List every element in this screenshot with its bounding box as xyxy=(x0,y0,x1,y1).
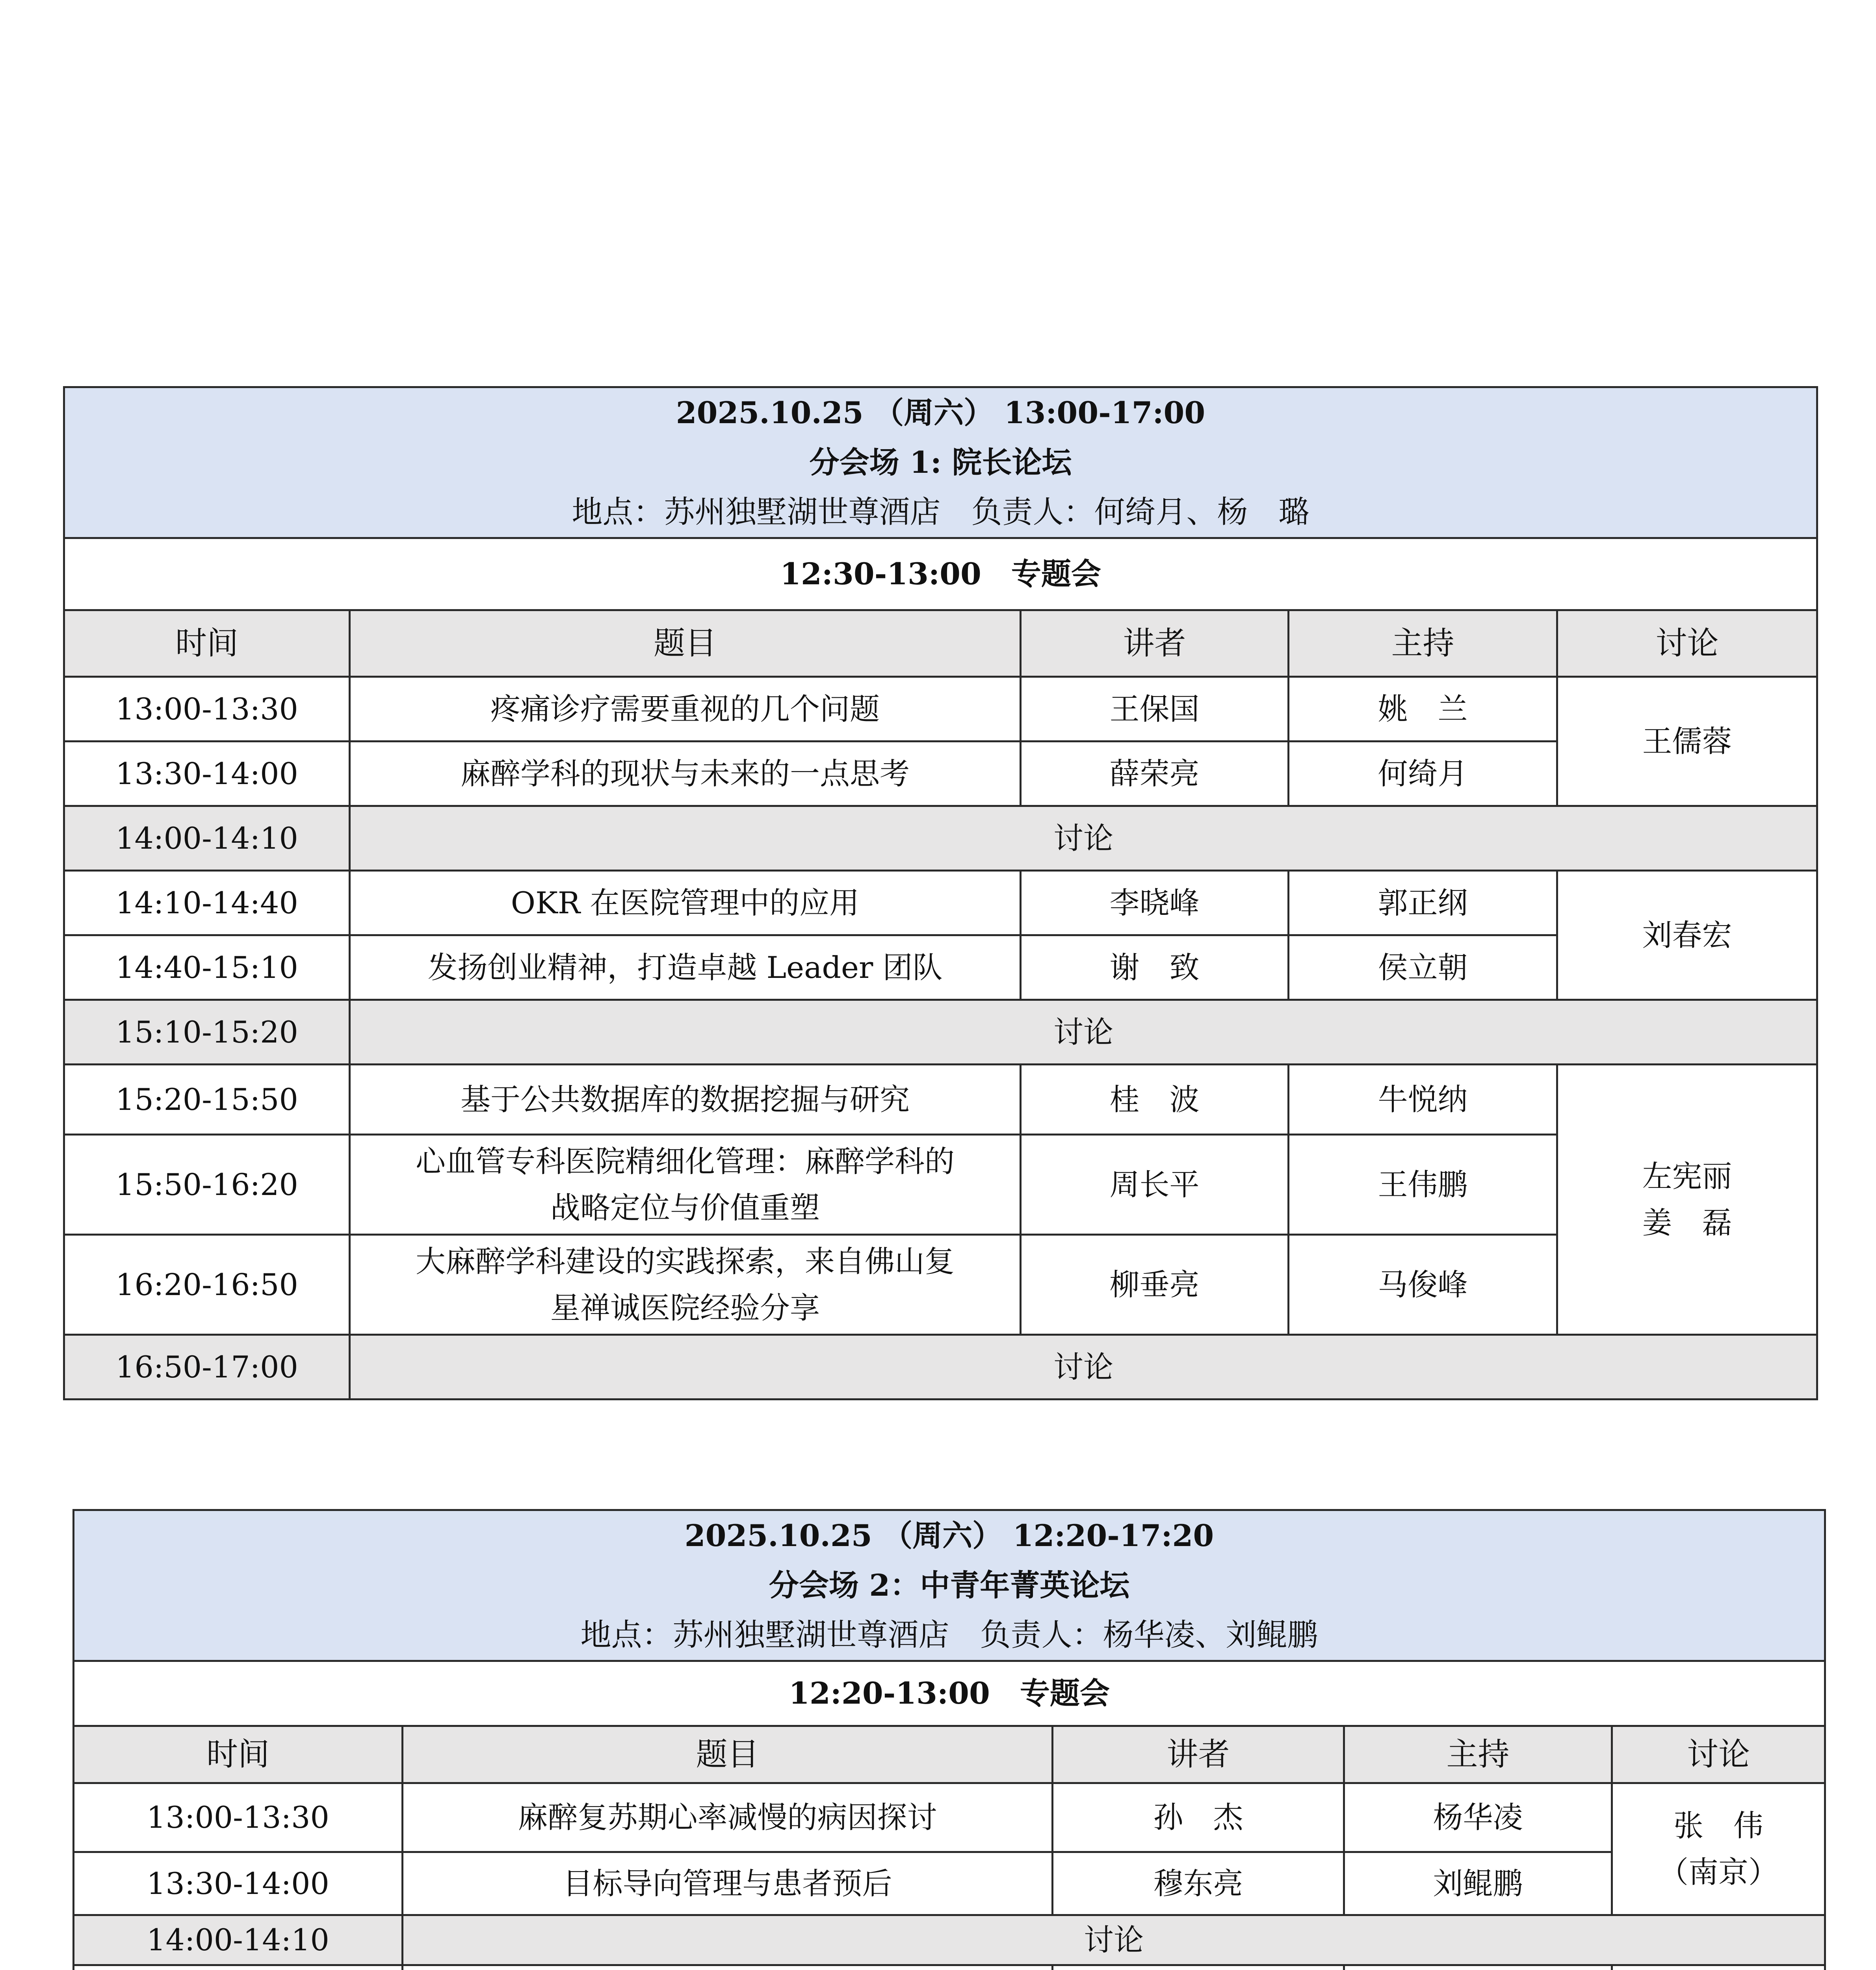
row-time: 15:50-16:20 xyxy=(64,1135,350,1235)
row-topic: 基于公共数据库的数据挖掘与研究 xyxy=(350,1065,1021,1135)
row-time: 15:20-15:50 xyxy=(64,1065,350,1135)
session2-subheading-row xyxy=(74,1661,1825,1726)
discussion-label: 讨论 xyxy=(350,806,1817,871)
row-host: 侯立朝 xyxy=(1289,935,1557,1000)
session2-header xyxy=(74,1510,1825,1661)
session1-table xyxy=(63,386,1818,1400)
row-topic xyxy=(350,1135,1021,1235)
session1-subheading: 12:30-13:00 专题会 xyxy=(64,538,1817,610)
row-time: 13:30-14:00 xyxy=(74,1852,403,1915)
row-discussant xyxy=(1557,677,1817,806)
table-row xyxy=(64,871,1817,935)
discussion-row xyxy=(64,1335,1817,1399)
session1-column-headers xyxy=(64,610,1817,677)
col-discussion-header: 讨论 xyxy=(1557,610,1817,677)
row-host: 王伟鹏 xyxy=(1289,1135,1557,1235)
discussion-label: 讨论 xyxy=(350,1335,1817,1399)
row-discussant xyxy=(1557,1065,1817,1335)
session1-location: 地点：苏州独墅湖世尊酒店 负责人：何绮月、杨 璐 xyxy=(572,494,1309,530)
discussion-row xyxy=(74,1915,1825,1965)
session2-subheading: 12:20-13:00 专题会 xyxy=(74,1661,1825,1726)
row-discussant xyxy=(1612,1965,1825,1970)
row-time: 13:00-13:30 xyxy=(64,677,350,742)
col-host-header: 主持 xyxy=(1344,1726,1612,1783)
session2-title: 分会场 2：中青年菁英论坛 xyxy=(769,1568,1130,1603)
row-speaker: 周长平 xyxy=(1021,1135,1289,1235)
col-speaker-header: 讲者 xyxy=(1021,610,1289,677)
row-time: 14:00-14:10 xyxy=(64,806,350,871)
col-topic-header: 题目 xyxy=(403,1726,1053,1783)
topic-line: 战略定位与价值重塑 xyxy=(550,1190,820,1225)
row-speaker: 王保国 xyxy=(1021,677,1289,742)
row-speaker: 李晓峰 xyxy=(1021,871,1289,935)
row-host: 马俊峰 xyxy=(1289,1235,1557,1335)
row-speaker: 柳垂亮 xyxy=(1021,1235,1289,1335)
row-speaker: 薛荣亮 xyxy=(1021,742,1289,806)
col-topic-header: 题目 xyxy=(350,610,1021,677)
row-topic: 麻醉学科的现状与未来的一点思考 xyxy=(350,742,1021,806)
table-row xyxy=(74,1783,1825,1852)
row-time: 16:20-16:50 xyxy=(64,1235,350,1335)
row-time: 13:00-13:30 xyxy=(74,1783,403,1852)
row-host: 郭正纲 xyxy=(1289,871,1557,935)
session2-table xyxy=(72,1509,1826,1970)
discussant-name: 姜 磊 xyxy=(1642,1205,1732,1240)
discussion-label: 讨论 xyxy=(350,1000,1817,1065)
row-discussant xyxy=(1612,1783,1825,1915)
row-time: 14:40-15:10 xyxy=(64,935,350,1000)
row-topic xyxy=(350,1235,1021,1335)
row-discussant xyxy=(1557,871,1817,1000)
table-row xyxy=(64,935,1817,1000)
col-speaker-header: 讲者 xyxy=(1053,1726,1344,1783)
discussion-row xyxy=(64,1000,1817,1065)
session1-header xyxy=(64,387,1817,538)
row-speaker: 谢 致 xyxy=(1021,935,1289,1000)
discussant-name: 张 伟 xyxy=(1674,1808,1764,1843)
discussant-name: 左宪丽 xyxy=(1642,1158,1732,1194)
table-row xyxy=(64,742,1817,806)
table-row xyxy=(74,1852,1825,1915)
row-speaker xyxy=(1053,1965,1344,1970)
table-row xyxy=(64,677,1817,742)
session1-title: 分会场 1: 院长论坛 xyxy=(809,445,1072,480)
session2-date-line: 2025.10.25 （周六） 12:20-17:20 xyxy=(684,1518,1214,1553)
discussion-label: 讨论 xyxy=(403,1915,1825,1965)
row-time: 15:10-15:20 xyxy=(64,1000,350,1065)
row-host: 何绮月 xyxy=(1289,742,1557,806)
col-host-header: 主持 xyxy=(1289,610,1557,677)
discussion-row xyxy=(64,806,1817,871)
row-topic: 疼痛诊疗需要重视的几个问题 xyxy=(350,677,1021,742)
discussant-city: （南京） xyxy=(1659,1855,1779,1890)
row-host: 牛悦纳 xyxy=(1289,1065,1557,1135)
session1-date-line: 2025.10.25 （周六） 13:00-17:00 xyxy=(676,395,1205,430)
discussant-name: 王儒蓉 xyxy=(1642,723,1732,759)
topic-line: 大麻醉学科建设的实践探索，来自佛山复 xyxy=(416,1243,955,1279)
table-row xyxy=(64,1235,1817,1335)
col-discussion-header: 讨论 xyxy=(1612,1726,1825,1783)
row-time: 14:10-14:40 xyxy=(64,871,350,935)
topic-line: 心血管专科医院精细化管理：麻醉学科的 xyxy=(416,1143,955,1179)
row-host: 刘鲲鹏 xyxy=(1344,1852,1612,1915)
row-speaker: 穆东亮 xyxy=(1053,1852,1344,1915)
row-host xyxy=(1344,1965,1612,1970)
row-topic xyxy=(403,1965,1053,1970)
row-speaker: 孙 杰 xyxy=(1053,1783,1344,1852)
row-topic: 麻醉复苏期心率减慢的病因探讨 xyxy=(403,1783,1053,1852)
row-time xyxy=(74,1965,403,1970)
row-time: 14:00-14:10 xyxy=(74,1915,403,1965)
table-row xyxy=(64,1065,1817,1135)
row-time: 16:50-17:00 xyxy=(64,1335,350,1399)
row-topic: 发扬创业精神，打造卓越 Leader 团队 xyxy=(350,935,1021,1000)
row-host: 杨华凌 xyxy=(1344,1783,1612,1852)
topic-line: 星禅诚医院经验分享 xyxy=(550,1290,820,1325)
col-time-header: 时间 xyxy=(64,610,350,677)
session1-subheading-row xyxy=(64,538,1817,610)
col-time-header: 时间 xyxy=(74,1726,403,1783)
row-speaker: 桂 波 xyxy=(1021,1065,1289,1135)
table-row xyxy=(74,1965,1825,1970)
session2-column-headers xyxy=(74,1726,1825,1783)
row-topic: 目标导向管理与患者预后 xyxy=(403,1852,1053,1915)
discussant-name: 刘春宏 xyxy=(1642,917,1732,953)
session2-location: 地点：苏州独墅湖世尊酒店 负责人：杨华凌、刘鲲鹏 xyxy=(580,1617,1318,1653)
row-host: 姚 兰 xyxy=(1289,677,1557,742)
table-row xyxy=(64,1135,1817,1235)
row-time: 13:30-14:00 xyxy=(64,742,350,806)
row-topic: OKR 在医院管理中的应用 xyxy=(350,871,1021,935)
